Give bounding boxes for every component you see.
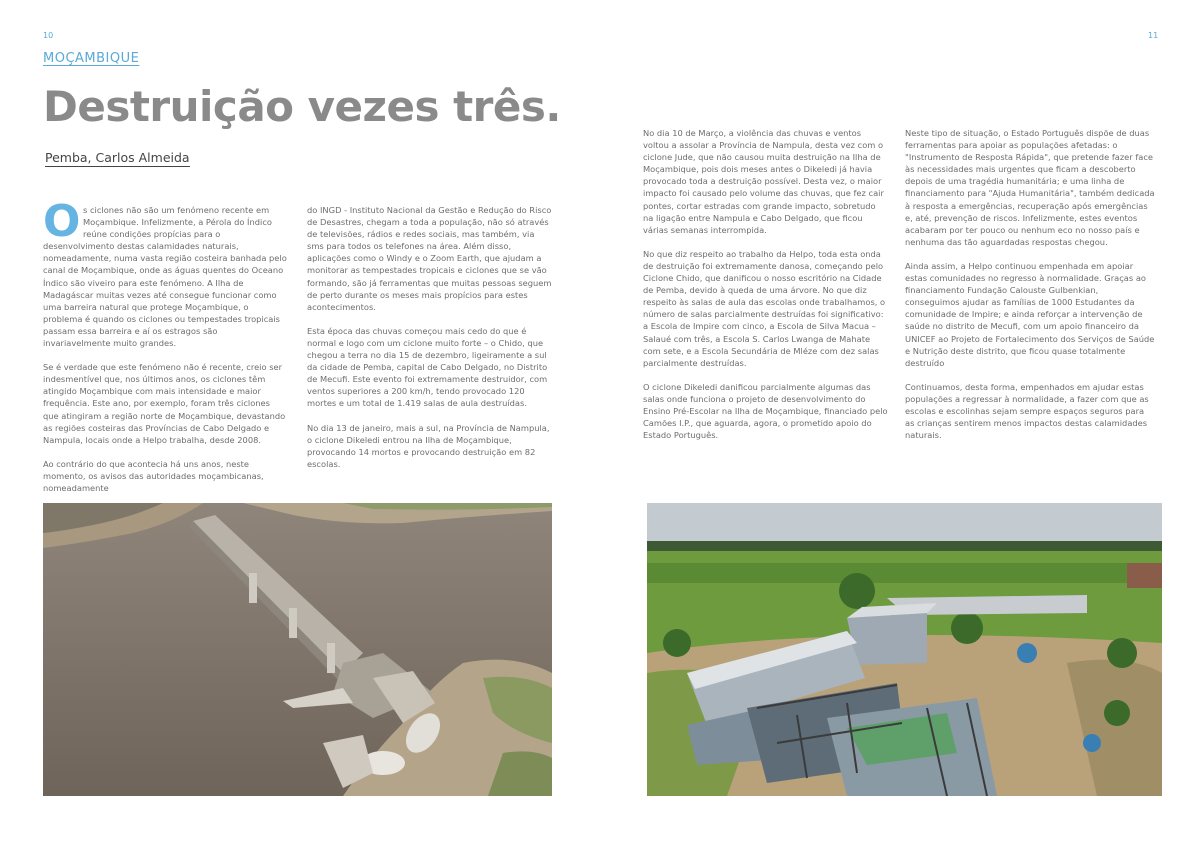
text-column-3 xyxy=(643,127,888,453)
paragraph: Se é verdade que este fenómeno não é recente, creio ser indesmentível que, nos últimos anos, os ciclones têm atingido Moçambique com mais intensidade e maior frequência. Este ano, por exemplo, foram três ciclones que atingiram a região norte de Moçambique, devastando as regiões costeiras das Províncias de Cabo Delgado e Nampula, locais onde a Helpo trabalha, desde 2008. xyxy=(43,362,286,445)
paragraph: No dia 10 de Março, a violência das chuvas e ventos voltou a assolar a Província de Nampula, desta vez com o ciclone Jude, que não causou muita destruição na Ilha de Moçambique, pois dois meses antes o Dikeledi já havia provocado toda a destruição possível. Desta vez, o maior impacto foi causado pelo volume das chuvas, que fez cair pontes, cortar estradas com grande impacto, sobretudo na ligação entre Nampula e Cabo Delgado, que ficou várias semanas interrompida. xyxy=(643,128,884,235)
text-column-2 xyxy=(307,204,552,482)
drop-cap: O xyxy=(43,196,81,247)
paragraph: Continuamos, desta forma, empenhados em ajudar estas populações a regressar à normalidade, a fazer com que as escolas e escolinhas sejam sempre espaços seguros para as crianças sentirem menos impactos destas calamidades naturais. xyxy=(905,381,1149,441)
paragraph: Ainda assim, a Helpo continuou empenhada em apoiar estas comunidades no regresso à normalidade. Graças ao financiamento Fundação Calouste Gulbenkian, conseguimos ajudar as famílias de 1000 Estudantes da comunidade de Impire; e ainda reforçar a intervenção de saúde no distrito de Mecufi, com um apoio financeiro da UNICEF ao Projeto de Fortalecimento dos Serviços de Saúde e Nutrição deste distrito, que ficou quase totalmente destruído xyxy=(905,260,1155,368)
damaged-school-aerial-photo xyxy=(647,503,1162,796)
text-column-4 xyxy=(905,127,1155,453)
paragraph: O ciclone Dikeledi danificou parcialmente algumas das salas onde funciona o projeto de desenvolvimento do Ensino Pré-Escolar na Ilha de Moçambique, financiado pelo Camões I.P., que aguarda, agora, o prometido apoio do Estado Português. xyxy=(643,381,888,441)
page-number-left: 10 xyxy=(43,31,54,40)
section-label: MOÇAMBIQUE xyxy=(43,51,140,66)
paragraph: Esta época das chuvas começou mais cedo do que é normal e logo com um ciclone muito forte – o Chido, que chegou a terra no dia 15 de dezembro, ligeiramente a sul da cidade de Pemba, capital de Cabo Delgado, no Distrito de Mecufi. Este evento foi extremamente destruidor, com ventos superiores a 200 km/h, tendo provocado 120 mortes e um total de 1.419 salas de aula destruídas. xyxy=(307,325,548,409)
paragraph xyxy=(43,196,287,349)
paragraph: No que diz respeito ao trabalho da Helpo, toda esta onda de destruição foi extremamente danosa, começando pelo Ciclone Chido, que danificou o nosso escritório na Cidade de Pemba, devido à queda de uma árvore. No que diz respeito às salas de aula das escolas onde trabalhamos, o número de salas parcialmente destruídas foi significativo: a Escola de Impire com cinco, a Escola de Silva Macua – Salaué com três, a Escola S. Carlos Lwanga de Mahate com sete, e a Escola Secundária de Mléze com dez salas parcialmente destruídas. xyxy=(643,248,886,368)
article-title: Destruição vezes três. xyxy=(43,82,561,131)
paragraph: do INGD - Instituto Nacional da Gestão e Redução do Risco de Desastres, chegam a toda a população, não só através de televisões, rádios e redes sociais, mas também, via sms para todos os telefones na área. Além disso, aplicações como o Windy e o Zoom Earth, que ajudam a monitorar as tempestades tropicais e ciclones que se vão formando, são já ferramentas que muitas pessoas seguem de perto durante os meses mais propícios para estes acontecimentos. xyxy=(307,205,552,312)
text-column-1 xyxy=(43,196,287,506)
byline: Pemba, Carlos Almeida xyxy=(45,150,190,165)
paragraph: Ao contrário do que acontecia há uns anos, neste momento, os avisos das autoridades moçambicanas, nomeadamente xyxy=(43,458,264,493)
paragraph-text: s ciclones não são um fenómeno recente em Moçambique. Infelizmente, a Pérola do Índico reúne condições propícias para o desenvolvimento destas calamidades naturais, nomeadamente, numa vasta região costeira banhada pelo canal de Moçambique, onde as águas quentes do Oceano Índico são viveiro para este fenómeno. A Ilha de Madagáscar muitas vezes até consegue funcionar como uma barreira natural que protege Moçambique, o problema é quando os ciclones ou tempestades tropicais passam essa barreira e aí os estragos são invariavelmente muito grandes. xyxy=(43,205,287,349)
paragraph: No dia 13 de janeiro, mais a sul, na Província de Nampula, o ciclone Dikeledi entrou na Ilha de Moçambique, provocando 14 mortos e provocando destruição em 82 escolas. xyxy=(307,422,550,469)
page-number-right: 11 xyxy=(1148,31,1159,40)
paragraph: Neste tipo de situação, o Estado Português dispõe de duas ferramentas para apoiar as populações afetadas: o "Instrumento de Resposta Rápida", que pretende fazer face às necessidades mais urgentes que ficam a descoberto depois de uma tragédia humanitária; e uma linha de financiamento para "Ajuda Humanitária", também dedicada à resposta a emergências, recuperação após emergências e, até, prevenção de riscos. Infelizmente, estes eventos acabaram por ter pouco ou nenhum eco no nosso país e nenhuma das tão aguardadas respostas chegou. xyxy=(905,128,1155,247)
collapsed-bridge-photo xyxy=(43,503,552,796)
